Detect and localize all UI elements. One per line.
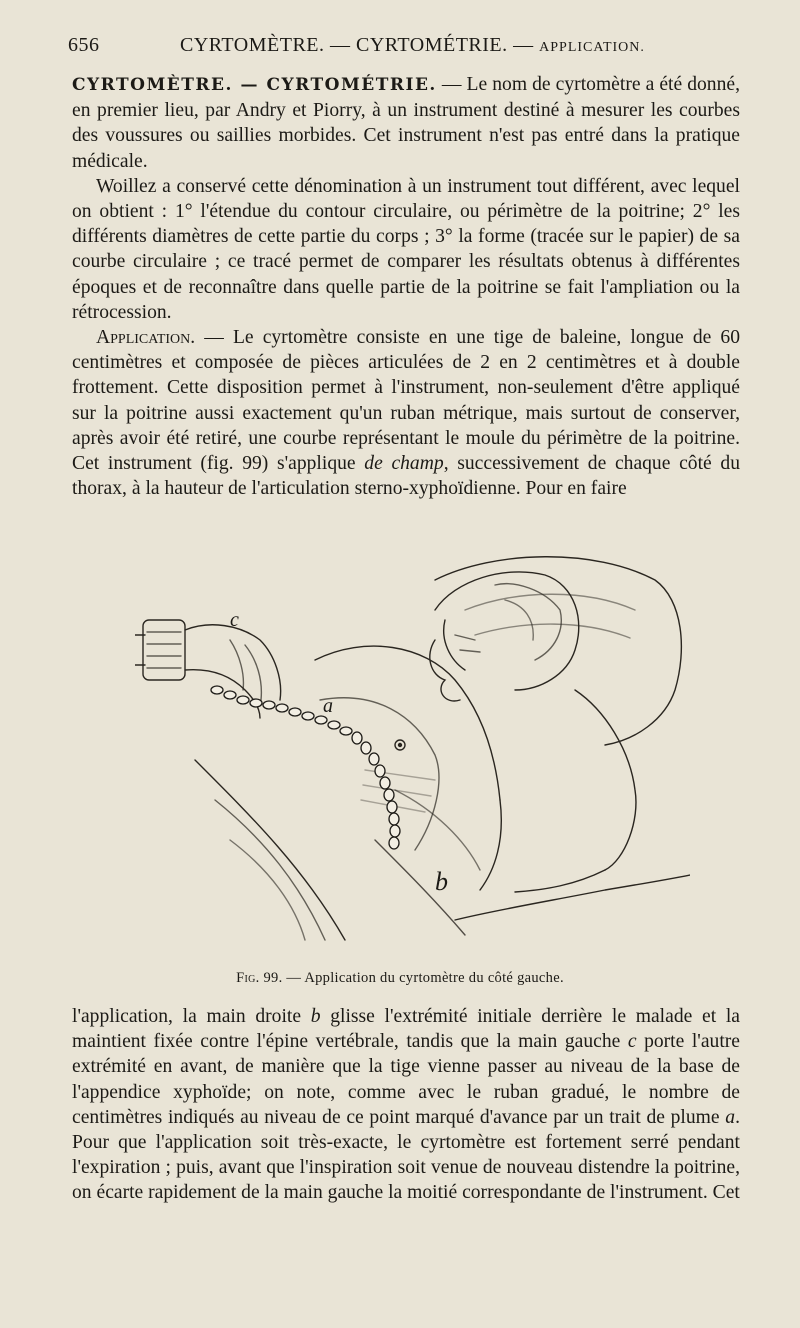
- procedure-text-4: . Pour que l'application soit très-exacte, le cyrtomètre est fortement serré pendant l'expiration ; puis, avant que l'inspiration soit venue de nouveau distendre la poitrine, on écarte rapidement de la main gauche la moitié correspondante de l'instrument. Cet: [72, 1106, 740, 1204]
- italic-de-champ: de champ: [364, 453, 444, 475]
- section-lead-application: Application.: [96, 327, 196, 349]
- running-subtitle: APPLICATION.: [539, 40, 645, 55]
- label-c: c: [230, 609, 239, 631]
- procedure-text-2: glisse l'extrémité initiale derrière le malade et la maintient fixée contre l'épine vertébrale, tandis que la main gauche: [72, 1006, 740, 1053]
- arm-outline: [575, 690, 636, 870]
- label-b: b: [435, 867, 448, 896]
- hand-c: [185, 625, 281, 700]
- paragraph-application-text-a: — Le cyrtomètre consiste en une tige de baleine, longue de 60 centimètres et composée de pièces articulées de 2 en 2 centimètres et à double frottement. Cette disposition permet à l'instrument, non-seulement d'être appliqué sur la poitrine aussi exactement qu'un ruban métrique, mais surtout de conserver, après avoir été retiré, une courbe représentant le moule du périmètre de la poitrine. Cet instrument (fig. 99) s'applique: [72, 327, 740, 475]
- engraving-illustration: [135, 540, 690, 952]
- italic-c: c: [627, 1031, 637, 1053]
- paragraph-application-text-b: , successivement de chaque côté du thorax, à la hauteur de l'articulation sterno-xyphoïdienne. Pour en faire: [72, 453, 740, 500]
- cyrtometer-chain: [211, 686, 400, 849]
- procedure-text-1: l'application, la main droite: [72, 1006, 311, 1027]
- paragraph-woillez: Woillez a conservé cette dénomination à un instrument tout différent, avec lequel on obtient : 1° l'étendue du contour circulaire, ou périmètre de la poitrine; 2° les différents diamètres de cette partie du corps ; 3° la forme (tracée sur le papier) de sa courbe circulaire ; ce tracé permet de comparer les résultats obtenus à différentes époques et de reconnaître dans quelle partie de la poitrine se fait l'ampliation ou la rétrocession.: [72, 175, 740, 323]
- caption-text: 99. — Application du cyrtomètre du côté gauche.: [259, 970, 564, 986]
- running-header: [68, 34, 748, 57]
- running-title: CYRTOMÈTRE. — CYRTOMÉTRIE. —: [180, 34, 534, 56]
- torso-outline: [315, 646, 500, 800]
- paragraph-definition-text: — Le nom de cyrtomètre a été donné, en premier lieu, par Andry et Piorry, à un instrument destiné à mesurer les courbes des voussures ou saillies morbides. Cet instrument n'est pas entré dans la pratique médicale.: [72, 74, 740, 172]
- text-column-bottom: [72, 1004, 740, 1206]
- italic-a: a: [725, 1106, 736, 1128]
- italic-b: b: [310, 1006, 321, 1027]
- figure-99-engraving: [135, 540, 690, 952]
- label-a: a: [323, 695, 333, 717]
- procedure-text-3: porte l'autre extrémité en avant, de manière que la tige vienne passer au niveau de la base de l'appendice xyphoïde; on note, comme avec le ruban gradué, le nombre de centimètres indiqués au niveau de ce point marqué d'avance par un trait de plume: [72, 1031, 740, 1128]
- page-number: 656: [68, 34, 100, 56]
- caption-fig-abbrev: Fig.: [236, 970, 260, 986]
- paragraph-definition: [72, 72, 740, 174]
- cuff: [143, 620, 185, 680]
- figure-caption: [0, 970, 800, 987]
- paragraph-application: [72, 325, 740, 501]
- text-column-top: [72, 72, 740, 501]
- head-outline: [435, 572, 579, 690]
- entry-headword: CYRTOMÈTRE. — CYRTOMÉTRIE.: [72, 75, 437, 95]
- paragraph-procedure: [72, 1004, 740, 1206]
